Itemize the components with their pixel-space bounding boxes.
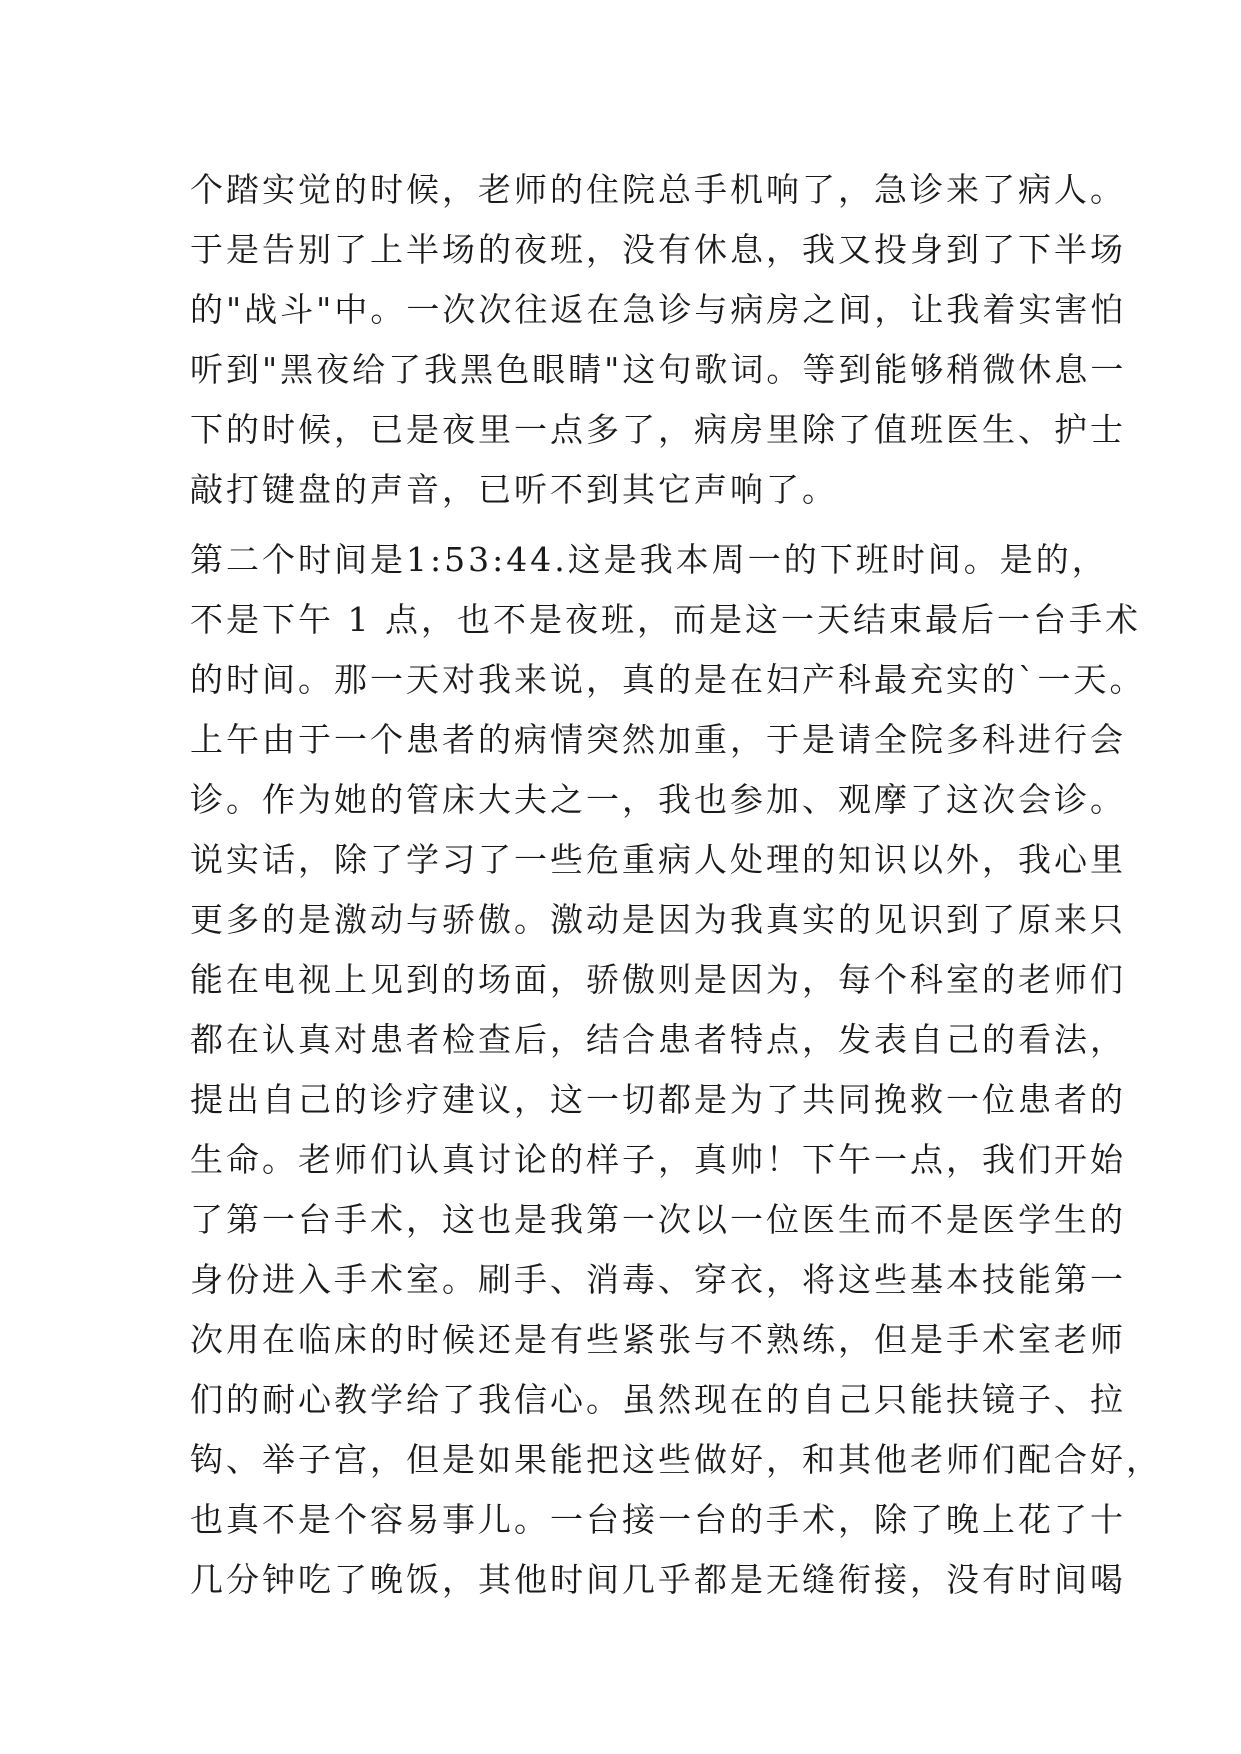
text-line: 的"战斗"中。一次次往返在急诊与病房之间，让我着实害怕: [190, 290, 1127, 329]
text-line: 于是告别了上半场的夜班，没有休息，我又投身到了下半场: [190, 230, 1126, 269]
text-line: 们的耐心教学给了我信心。虽然现在的自己只能扶镜子、拉: [190, 1380, 1126, 1419]
text-line: 提出自己的诊疗建议，这一切都是为了共同挽救一位患者的: [190, 1080, 1126, 1119]
text-line: 能在电视上见到的场面，骄傲则是因为，每个科室的老师们: [190, 960, 1126, 999]
document-body: [190, 160, 1162, 1610]
paragraph-2: [190, 530, 1162, 1610]
text-line: 的时间。那一天对我来说，真的是在妇产科最充实的`一天。: [190, 660, 1146, 699]
text-line: 不是下午 1 点，也不是夜班，而是这一天结束最后一台手术: [190, 600, 1141, 639]
text-line: 诊。作为她的管床大夫之一，我也参加、观摩了这次会诊。: [190, 780, 1126, 819]
text-line: 说实话，除了学习了一些危重病人处理的知识以外，我心里: [190, 840, 1126, 879]
text-line: 几分钟吃了晚饭，其他时间几乎都是无缝衔接，没有时间喝: [190, 1560, 1126, 1599]
text-line: 听到"黑夜给了我黑色眼睛"这句歌词。等到能够稍微休息一: [190, 350, 1127, 389]
text-line: 第二个时间是1:53:44.这是我本周一的下班时间。是的，: [190, 540, 1108, 579]
text-line: 更多的是激动与骄傲。激动是因为我真实的见识到了原来只: [190, 900, 1126, 939]
text-line: 都在认真对患者检查后，结合患者特点，发表自己的看法，: [190, 1020, 1126, 1059]
text-line: 也真不是个容易事儿。一台接一台的手术，除了晚上花了十: [190, 1500, 1126, 1539]
text-line: 次用在临床的时候还是有些紧张与不熟练，但是手术室老师: [190, 1320, 1126, 1359]
text-line: 身份进入手术室。刷手、消毒、穿衣，将这些基本技能第一: [190, 1260, 1126, 1299]
text-line: 了第一台手术，这也是我第一次以一位医生而不是医学生的: [190, 1200, 1126, 1239]
text-line: 上午由于一个患者的病情突然加重，于是请全院多科进行会: [190, 720, 1126, 759]
text-line: 钩、举子宫，但是如果能把这些做好，和其他老师们配合好，: [190, 1440, 1162, 1479]
paragraph-1: [190, 160, 1127, 520]
text-line: 个踏实觉的时候，老师的住院总手机响了，急诊来了病人。: [190, 170, 1126, 209]
text-line: 生命。老师们认真讨论的样子，真帅！下午一点，我们开始: [190, 1140, 1126, 1179]
text-line: 敲打键盘的声音，已听不到其它声响了。: [190, 470, 838, 509]
text-line: 下的时候，已是夜里一点多了，病房里除了值班医生、护士: [190, 410, 1126, 449]
